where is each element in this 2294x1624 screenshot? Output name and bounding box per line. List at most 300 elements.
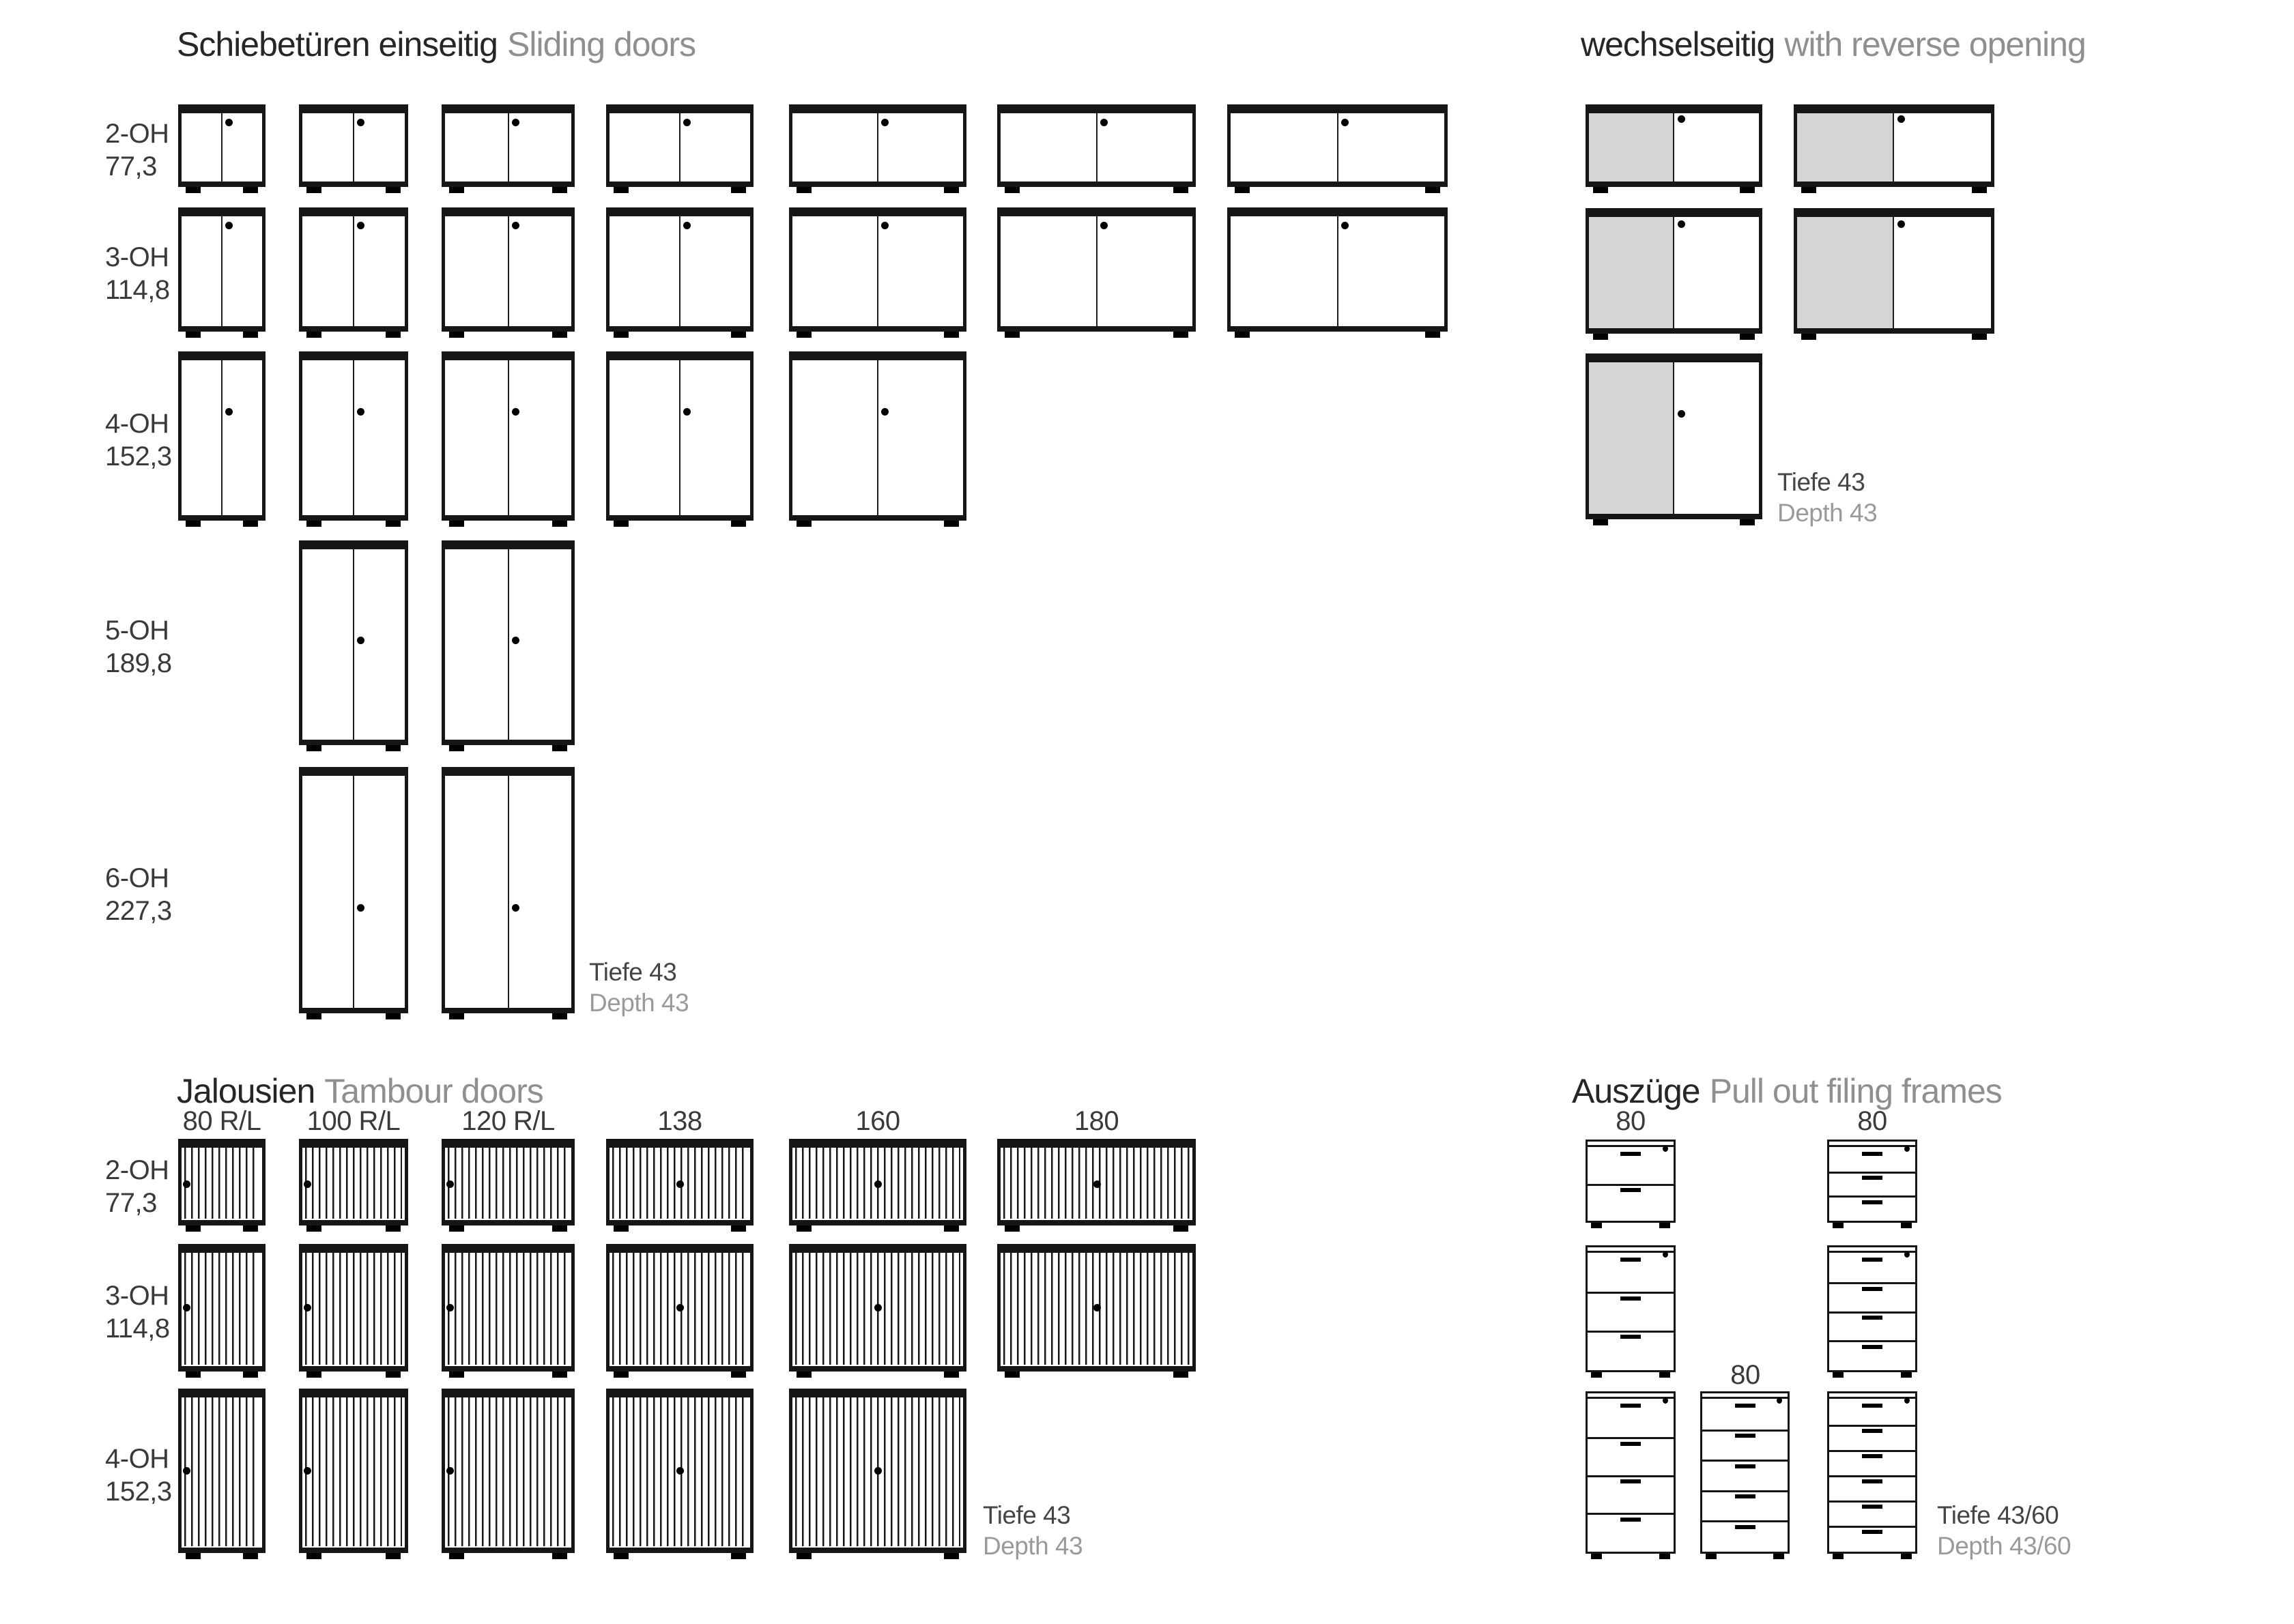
depth-note-reverse	[1777, 467, 1877, 528]
foot	[1591, 1554, 1602, 1559]
foot	[614, 1226, 629, 1232]
tambour-slats	[448, 1148, 569, 1219]
drawer-divider	[1702, 1430, 1788, 1432]
door-divider	[1337, 113, 1338, 182]
cabinet-sliding-80-4-oh	[178, 351, 266, 521]
foot	[449, 745, 464, 751]
section-title-sliding-doors	[177, 25, 696, 64]
top-cap-line	[1588, 1145, 1674, 1147]
door-divider	[679, 360, 680, 515]
filing-unit-3-drawers	[1586, 1245, 1676, 1372]
foot	[306, 1372, 321, 1378]
handle-dot	[676, 1304, 684, 1311]
foot	[1593, 334, 1608, 340]
title-english: Pull out filing frames	[1709, 1072, 2002, 1110]
cabinet-sliding-180-2-oh	[997, 104, 1196, 187]
cabinet-tambour-80-r-l-3-oh	[178, 1244, 266, 1372]
cabinet-tambour-120-r-l-2-oh	[442, 1139, 575, 1226]
foot	[1740, 519, 1755, 525]
handle-dot	[1678, 115, 1685, 123]
drawer-handle	[1862, 1258, 1882, 1262]
foot	[449, 1013, 464, 1019]
foot	[731, 1226, 746, 1232]
column-label-80: 80	[1616, 1106, 1646, 1136]
foot	[186, 332, 201, 338]
gray-door	[1797, 113, 1894, 182]
foot	[944, 521, 959, 527]
row-label-height-cm: 152,3	[105, 441, 172, 472]
handle-dot	[357, 119, 364, 126]
row-label-oh: 2-OH	[105, 1155, 169, 1185]
cabinet-tambour-80-r-l-4-oh	[178, 1389, 266, 1553]
foot	[797, 1226, 812, 1232]
filing-unit-4-drawers	[1827, 1245, 1917, 1372]
handle-dot	[304, 1467, 311, 1475]
handle-dot	[183, 1467, 190, 1475]
lock-dot	[1904, 1397, 1910, 1404]
foot	[552, 1372, 567, 1378]
cabinet-sliding-100-4-oh	[299, 351, 408, 521]
foot	[386, 187, 401, 193]
handle-dot	[357, 637, 364, 644]
drawer-divider	[1829, 1282, 1916, 1284]
cabinet-tambour-120-r-l-3-oh	[442, 1244, 575, 1372]
depth-note-english: Depth 43/60	[1937, 1532, 2071, 1560]
handle-dot	[683, 119, 691, 126]
filing-unit-3-drawers	[1827, 1140, 1917, 1223]
cabinet-tambour-100-r-l-3-oh	[299, 1244, 408, 1372]
row-label-height-cm: 227,3	[105, 895, 172, 926]
cabinet-sliding-160-4-oh	[789, 351, 966, 521]
cabinet-sliding-120-6-oh	[442, 767, 575, 1013]
door-divider	[221, 360, 223, 515]
foot	[1659, 1554, 1670, 1559]
foot	[614, 1553, 629, 1559]
foot	[797, 521, 812, 527]
foot	[614, 332, 629, 338]
column-label-160: 160	[855, 1106, 900, 1136]
cabinet-sliding-100-3-oh	[299, 207, 408, 332]
foot	[1901, 1372, 1912, 1378]
depth-note-sliding	[589, 957, 689, 1018]
cabinet-sliding-100-5-oh	[299, 540, 408, 745]
foot	[386, 1553, 401, 1559]
top-cap-line	[1702, 1397, 1788, 1399]
tambour-slats	[305, 1397, 402, 1546]
row-label-oh: 5-OH	[105, 615, 169, 646]
drawer-handle	[1862, 1316, 1882, 1320]
foot	[731, 1553, 746, 1559]
foot	[552, 1553, 567, 1559]
tambour-slats	[184, 1148, 259, 1219]
cabinet-sliding-138-2-oh	[606, 104, 754, 187]
foot	[731, 187, 746, 193]
foot	[1593, 519, 1608, 525]
tambour-slats	[305, 1148, 402, 1219]
lock-dot	[1777, 1397, 1782, 1404]
foot	[449, 1372, 464, 1378]
foot	[944, 187, 959, 193]
foot	[1833, 1372, 1844, 1378]
foot	[1425, 187, 1440, 193]
handle-dot	[512, 222, 519, 229]
foot	[386, 1226, 401, 1232]
handle-dot	[881, 408, 889, 416]
foot	[1801, 334, 1816, 340]
row-label-height-cm: 77,3	[105, 151, 157, 182]
depth-note-german: Tiefe 43	[589, 958, 677, 986]
handle-dot	[874, 1467, 882, 1475]
title-english: with reverse opening	[1784, 25, 2086, 63]
drawer-handle	[1620, 1152, 1641, 1156]
gray-door	[1589, 113, 1674, 182]
cabinet-sliding-120-4-oh	[442, 351, 575, 521]
foot	[1659, 1372, 1670, 1378]
tambour-slats	[448, 1253, 569, 1365]
foot	[1005, 332, 1020, 338]
drawer-handle	[1862, 1505, 1882, 1509]
foot	[186, 187, 201, 193]
cabinet-sliding-180-3-oh	[997, 207, 1196, 332]
handle-dot	[357, 408, 364, 416]
row-label-oh: 6-OH	[105, 862, 169, 893]
foot	[1235, 332, 1250, 338]
title-german: wechselseitig	[1581, 25, 1775, 63]
lock-dot	[1904, 1251, 1910, 1258]
door-divider	[221, 216, 223, 326]
foot	[1005, 1372, 1020, 1378]
drawer-handle	[1862, 1404, 1882, 1408]
row-label-4-oh	[105, 1442, 172, 1508]
door-divider	[679, 216, 680, 326]
foot	[186, 521, 201, 527]
door-divider	[353, 776, 354, 1008]
foot	[449, 332, 464, 338]
foot	[243, 1226, 258, 1232]
drawer-handle	[1862, 1152, 1882, 1156]
title-english: Sliding doors	[507, 25, 696, 63]
foot	[1173, 1372, 1188, 1378]
drawer-handle	[1620, 1335, 1641, 1339]
handle-dot	[1341, 222, 1349, 229]
drawer-handle	[1620, 1258, 1641, 1262]
lock-dot	[1663, 1146, 1668, 1152]
drawer-handle	[1620, 1442, 1641, 1446]
tambour-slats	[184, 1253, 259, 1365]
drawer-divider	[1829, 1172, 1916, 1174]
handle-dot	[881, 119, 889, 126]
foot	[243, 1372, 258, 1378]
drawer-divider	[1829, 1425, 1916, 1427]
cabinet-sliding-160-2-oh	[789, 104, 966, 187]
foot	[186, 1372, 201, 1378]
drawer-handle	[1862, 1287, 1882, 1291]
cabinet-tambour-160-4-oh	[789, 1389, 966, 1553]
drawer-handle	[1620, 1518, 1641, 1522]
foot	[1740, 334, 1755, 340]
foot	[1901, 1554, 1912, 1559]
foot	[1801, 187, 1816, 193]
column-label-80: 80	[1730, 1360, 1760, 1390]
foot	[552, 1226, 567, 1232]
cabinet-reverse-180-r-l	[1794, 104, 1994, 187]
foot	[944, 1372, 959, 1378]
depth-note-english: Depth 43	[1777, 499, 1878, 527]
handle-dot	[1678, 220, 1685, 228]
handle-dot	[446, 1467, 454, 1475]
depth-note-german: Tiefe 43	[983, 1501, 1071, 1529]
foot	[243, 187, 258, 193]
foot	[1833, 1554, 1844, 1559]
row-label-5-oh	[105, 614, 172, 680]
gray-door	[1589, 362, 1674, 514]
handle-dot	[676, 1467, 684, 1475]
door-divider	[353, 113, 354, 182]
foot	[552, 187, 567, 193]
foot	[449, 521, 464, 527]
row-label-oh: 3-OH	[105, 1280, 169, 1311]
foot	[1740, 187, 1755, 193]
door-divider	[353, 216, 354, 326]
cabinet-tambour-160-2-oh	[789, 1139, 966, 1226]
drawer-handle	[1620, 1404, 1641, 1408]
drawer-divider	[1587, 1475, 1674, 1477]
column-label-80: 80	[1857, 1106, 1887, 1136]
door-divider	[508, 216, 509, 326]
drawer-divider	[1702, 1490, 1788, 1492]
cabinet-sliding-200-2-oh	[1227, 104, 1448, 187]
foot	[552, 332, 567, 338]
foot	[614, 187, 629, 193]
drawer-divider	[1587, 1437, 1674, 1439]
drawer-handle	[1862, 1176, 1882, 1180]
cabinet-tambour-80-r-l-2-oh	[178, 1139, 266, 1226]
door-divider	[508, 776, 509, 1008]
cabinet-tambour-180-3-oh	[997, 1244, 1196, 1372]
depth-note-english: Depth 43	[589, 989, 689, 1017]
door-divider	[1096, 216, 1098, 326]
foot	[1235, 187, 1250, 193]
filing-unit-4-drawers	[1586, 1391, 1676, 1554]
handle-dot	[183, 1180, 190, 1188]
title-german: Jalousien	[177, 1072, 315, 1110]
row-label-6-oh	[105, 862, 172, 927]
drawer-handle	[1862, 1530, 1882, 1534]
drawer-divider	[1587, 1331, 1674, 1333]
drawer-handle	[1862, 1429, 1882, 1433]
cabinet-sliding-120-5-oh	[442, 540, 575, 745]
door-divider	[877, 216, 878, 326]
foot	[306, 332, 321, 338]
top-cap-line	[1829, 1145, 1915, 1147]
foot	[944, 1226, 959, 1232]
top-cap-line	[1829, 1397, 1915, 1399]
handle-dot	[183, 1304, 190, 1311]
door-divider	[508, 360, 509, 515]
drawer-divider	[1829, 1475, 1916, 1477]
handle-dot	[1093, 1180, 1101, 1188]
handle-dot	[874, 1304, 882, 1311]
cabinet-sliding-80-2-oh	[178, 104, 266, 187]
cabinet-reverse-160-r-l	[1586, 104, 1762, 187]
title-german: Schiebetüren einseitig	[177, 25, 498, 63]
handle-dot	[1100, 222, 1108, 229]
drawer-divider	[1829, 1311, 1916, 1314]
depth-note-german: Tiefe 43	[1777, 468, 1865, 496]
column-label-80-r-l: 80 R/L	[182, 1106, 261, 1136]
handle-dot	[1093, 1304, 1101, 1311]
lock-dot	[1904, 1146, 1910, 1152]
handle-dot	[1897, 115, 1905, 123]
top-cap-line	[1829, 1251, 1915, 1253]
handle-dot	[676, 1180, 684, 1188]
door-divider	[1096, 113, 1098, 182]
drawer-handle	[1862, 1345, 1882, 1349]
door-divider	[221, 113, 223, 182]
filing-unit-2-drawers	[1586, 1140, 1676, 1223]
foot	[1593, 187, 1608, 193]
cabinet-reverse-160-r-l	[1586, 208, 1762, 334]
drawer-handle	[1735, 1464, 1755, 1468]
cabinet-tambour-120-r-l-4-oh	[442, 1389, 575, 1553]
foot	[306, 187, 321, 193]
row-label-3-oh	[105, 1279, 170, 1345]
drawer-handle	[1735, 1434, 1755, 1438]
door-divider	[508, 113, 509, 182]
door-divider	[1337, 216, 1338, 326]
filing-unit-5-drawers	[1700, 1391, 1790, 1554]
column-label-138: 138	[657, 1106, 702, 1136]
handle-dot	[1341, 119, 1349, 126]
title-english: Tambour doors	[324, 1072, 543, 1110]
door-divider	[679, 113, 680, 182]
gray-door	[1797, 217, 1894, 328]
foot	[1833, 1223, 1844, 1228]
handle-dot	[683, 222, 691, 229]
foot	[797, 1372, 812, 1378]
foot	[243, 521, 258, 527]
cabinet-tambour-180-2-oh	[997, 1139, 1196, 1226]
foot	[306, 1013, 321, 1019]
handle-dot	[1100, 119, 1108, 126]
foot	[243, 332, 258, 338]
foot	[1706, 1554, 1717, 1559]
foot	[797, 187, 812, 193]
foot	[306, 1553, 321, 1559]
foot	[386, 1013, 401, 1019]
foot	[1173, 1226, 1188, 1232]
foot	[1005, 1226, 1020, 1232]
cabinet-sliding-80-3-oh	[178, 207, 266, 332]
row-label-oh: 4-OH	[105, 1443, 169, 1474]
tambour-slats	[184, 1397, 259, 1546]
row-label-2-oh	[105, 1154, 169, 1219]
drawer-divider	[1829, 1195, 1916, 1198]
foot	[731, 1372, 746, 1378]
handle-dot	[446, 1180, 454, 1188]
cabinet-tambour-138-3-oh	[606, 1244, 754, 1372]
title-german: Auszüge	[1572, 1072, 1700, 1110]
foot	[386, 332, 401, 338]
foot	[449, 187, 464, 193]
cabinet-tambour-100-r-l-2-oh	[299, 1139, 408, 1226]
drawer-divider	[1829, 1526, 1916, 1528]
row-label-height-cm: 114,8	[105, 1313, 170, 1344]
drawer-handle	[1862, 1200, 1882, 1204]
row-label-oh: 4-OH	[105, 409, 169, 439]
foot	[944, 332, 959, 338]
cabinet-sliding-160-3-oh	[789, 207, 966, 332]
handle-dot	[304, 1180, 311, 1188]
foot	[614, 1372, 629, 1378]
drawer-handle	[1620, 1479, 1641, 1483]
depth-note-tambour	[983, 1500, 1083, 1561]
door-divider	[353, 549, 354, 740]
lock-dot	[1663, 1251, 1668, 1258]
door-divider	[877, 113, 878, 182]
cabinet-tambour-138-4-oh	[606, 1389, 754, 1553]
drawer-divider	[1829, 1450, 1916, 1452]
row-label-height-cm: 114,8	[105, 275, 170, 305]
foot	[1591, 1223, 1602, 1228]
drawer-handle	[1735, 1404, 1755, 1408]
foot	[386, 745, 401, 751]
tambour-slats	[448, 1397, 569, 1546]
handle-dot	[357, 222, 364, 229]
handle-dot	[1897, 220, 1905, 228]
foot	[243, 1553, 258, 1559]
drawer-handle	[1735, 1494, 1755, 1498]
drawer-handle	[1735, 1525, 1755, 1529]
handle-dot	[304, 1304, 311, 1311]
handle-dot	[512, 637, 519, 644]
foot	[731, 332, 746, 338]
foot	[1659, 1223, 1670, 1228]
foot	[552, 1013, 567, 1019]
handle-dot	[874, 1180, 882, 1188]
foot	[1173, 187, 1188, 193]
drawer-divider	[1702, 1460, 1788, 1462]
drawer-handle	[1862, 1454, 1882, 1458]
row-label-2-oh	[105, 117, 169, 183]
cabinet-tambour-138-2-oh	[606, 1139, 754, 1226]
row-label-4-oh	[105, 407, 172, 473]
depth-note-filing	[1937, 1500, 2071, 1561]
handle-dot	[357, 904, 364, 912]
foot	[1972, 187, 1987, 193]
depth-note-english: Depth 43	[983, 1532, 1083, 1560]
handle-dot	[683, 408, 691, 416]
foot	[1773, 1554, 1784, 1559]
cabinet-sliding-100-2-oh	[299, 104, 408, 187]
tambour-slats	[305, 1253, 402, 1365]
handle-dot	[225, 222, 233, 229]
drawer-divider	[1587, 1513, 1674, 1515]
foot	[797, 1553, 812, 1559]
foot	[1005, 187, 1020, 193]
handle-dot	[446, 1304, 454, 1311]
foot	[306, 745, 321, 751]
foot	[186, 1553, 201, 1559]
handle-dot	[1678, 410, 1685, 418]
door-divider	[508, 549, 509, 740]
foot	[186, 1226, 201, 1232]
column-label-100-r-l: 100 R/L	[306, 1106, 401, 1136]
cabinet-sliding-200-3-oh	[1227, 207, 1448, 332]
cabinet-tambour-160-3-oh	[789, 1244, 966, 1372]
foot	[731, 521, 746, 527]
gray-door	[1589, 217, 1674, 328]
